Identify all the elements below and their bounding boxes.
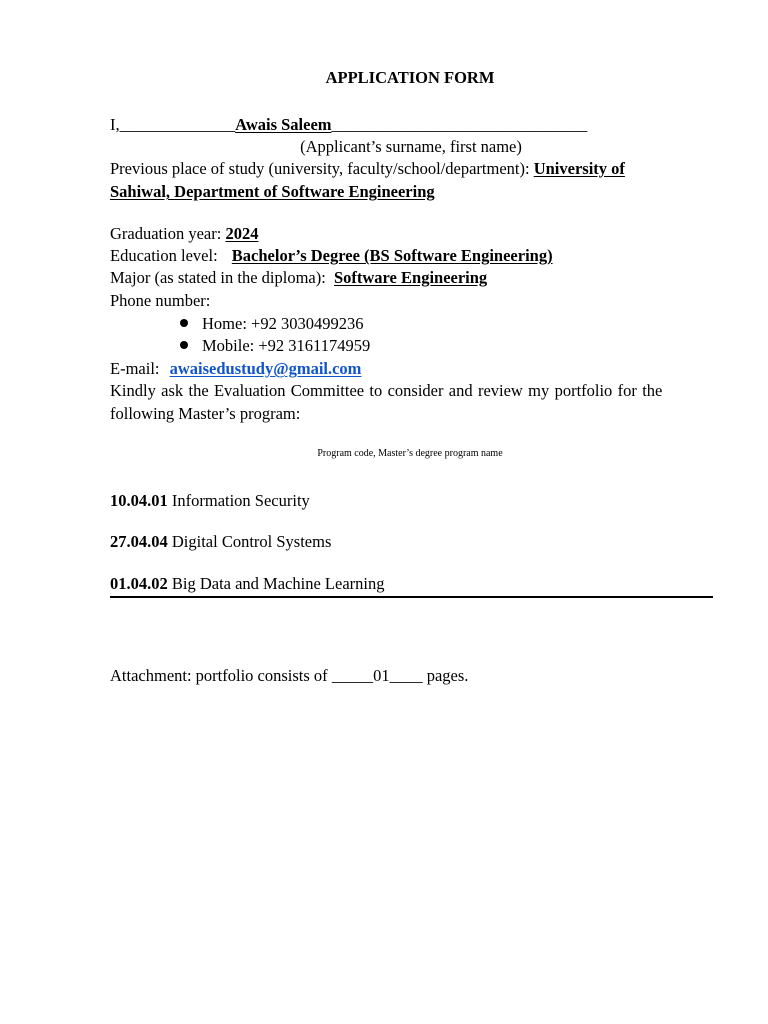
bullet-icon: [180, 319, 188, 327]
previous-study-value-line1: University of: [533, 159, 625, 178]
graduation-value: 2024: [225, 224, 259, 243]
attachment-blank1: _____: [331, 666, 374, 685]
program-item: [110, 491, 310, 511]
attachment-count: 01: [373, 666, 390, 685]
previous-study-value-line2: Sahiwal, Department of Software Engineering: [110, 182, 435, 201]
phone-home-item: [180, 314, 363, 334]
email-link[interactable]: awaisedustudy@gmail.com: [169, 359, 362, 378]
phone-label: Phone number:: [110, 291, 211, 310]
applicant-blank-before: ______________: [119, 115, 236, 134]
request-text-line2: following Master’s program:: [110, 404, 301, 423]
graduation-line: [110, 224, 258, 244]
email-label: E-mail:: [110, 359, 160, 378]
program-name: Information Security: [171, 491, 310, 510]
program-item: [110, 574, 384, 594]
education-value: Bachelor’s Degree (BS Software Engineering): [231, 246, 553, 265]
bullet-icon: [180, 341, 188, 349]
program-caption: Program code, Master’s degree program name: [317, 448, 503, 459]
applicant-blank-after: _______________________________: [331, 115, 588, 134]
phone-mobile-item: [180, 336, 370, 356]
major-line: [110, 268, 487, 288]
program-name: Digital Control Systems: [171, 532, 332, 551]
major-value: Software Engineering: [333, 268, 488, 287]
applicant-prefix: I,: [110, 115, 120, 134]
program-code: 01.04.02: [110, 574, 168, 593]
form-title: APPLICATION FORM: [325, 68, 495, 87]
major-label: Major (as stated in the diploma):: [110, 268, 326, 287]
request-line1: [110, 381, 712, 401]
applicant-name: Awais Saleem: [235, 115, 332, 134]
education-label: Education level:: [110, 246, 218, 265]
attachment-after: pages.: [422, 666, 469, 685]
applicant-line: [110, 115, 587, 135]
education-line: [110, 246, 553, 266]
email-line: [110, 359, 361, 379]
previous-study-line: [110, 159, 625, 179]
previous-study-label: Previous place of study (university, faculty/school/department):: [110, 159, 530, 178]
attachment-before: Attachment: portfolio consists of: [110, 666, 332, 685]
previous-study-line2: [110, 182, 435, 202]
attachment-blank2: ____: [389, 666, 423, 685]
request-text-line1: Kindly ask the Evaluation Committee to consider and review my portfolio for the: [110, 381, 663, 400]
applicant-caption: (Applicant’s surname, first name): [300, 137, 522, 156]
program-item: [110, 532, 331, 552]
attachment-line: [110, 666, 468, 686]
program-code: 10.04.01: [110, 491, 168, 510]
program-name: Big Data and Machine Learning: [171, 574, 385, 593]
phone-mobile: Mobile: +92 3161174959: [202, 336, 371, 355]
program-divider: [110, 596, 713, 598]
phone-home: Home: +92 3030499236: [202, 314, 364, 333]
program-code: 27.04.04: [110, 532, 168, 551]
graduation-label: Graduation year:: [110, 224, 222, 243]
